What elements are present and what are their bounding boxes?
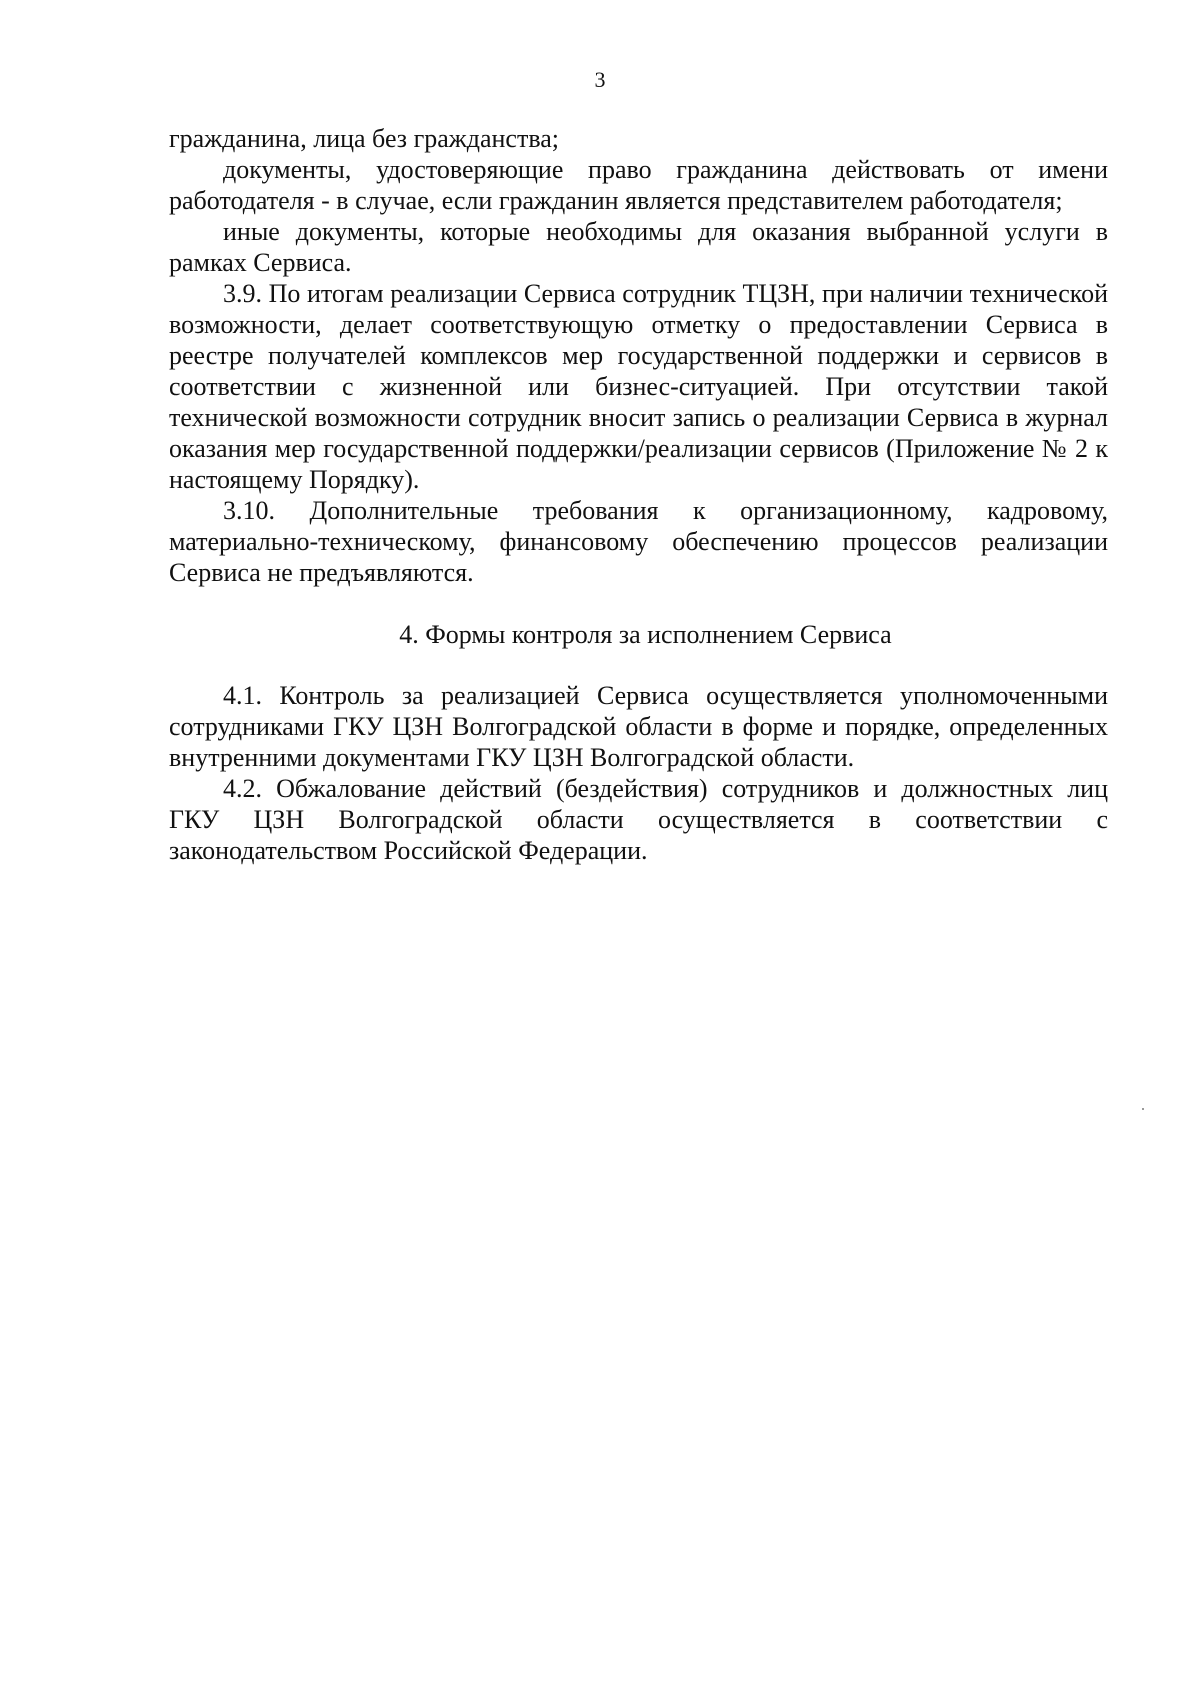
paragraph-citizenship: гражданина, лица без гражданства; — [169, 124, 560, 153]
paragraph-3-9: 3.9. По итогам реализации Сервиса сотрудник ТЦЗН, при наличии технической возможности, делает соответствующую отметку о предоставлении Сервиса в реестре получателей комплексов мер государственной поддержки и сервисов в соответствии с жизненной или бизнес-ситуацией. При отсутствии такой технической возможности сотрудник вносит запись о реализации Сервиса в журнал оказания мер государственной поддержки/реализации сервисов (Приложение № 2 к настоящему Порядку). — [169, 279, 1108, 494]
paragraph-4-2: 4.2. Обжалование действий (бездействия) сотрудников и должностных лиц ГКУ ЦЗН Волгоградской области осуществляется в соответствии с законодательством Российской Федерации. — [169, 774, 1108, 865]
paragraph-4-1: 4.1. Контроль за реализацией Сервиса осуществляется уполномоченными сотрудниками ГКУ ЦЗН Волгоградской области в форме и порядке, определенных внутренними документами ГКУ ЦЗН Волгоградской области. — [169, 681, 1108, 772]
paragraph-other-documents: иные документы, которые необходимы для оказания выбранной услуги в рамках Сервиса. — [169, 217, 1108, 277]
scan-speck — [1142, 1108, 1144, 1110]
page-number: 3 — [594, 67, 606, 92]
paragraph-3-10: 3.10. Дополнительные требования к организационному, кадровому, материально-техническому, финансовому обеспечению процессов реализации Сервиса не предъявляются. — [169, 496, 1108, 587]
document-body — [169, 123, 1108, 866]
section-heading-4: 4. Формы контроля за исполнением Сервиса — [399, 620, 892, 649]
paragraph-employer-documents: документы, удостоверяющие право гражданина действовать от имени работодателя - в случае, если гражданин является представителем работодателя; — [169, 155, 1108, 215]
